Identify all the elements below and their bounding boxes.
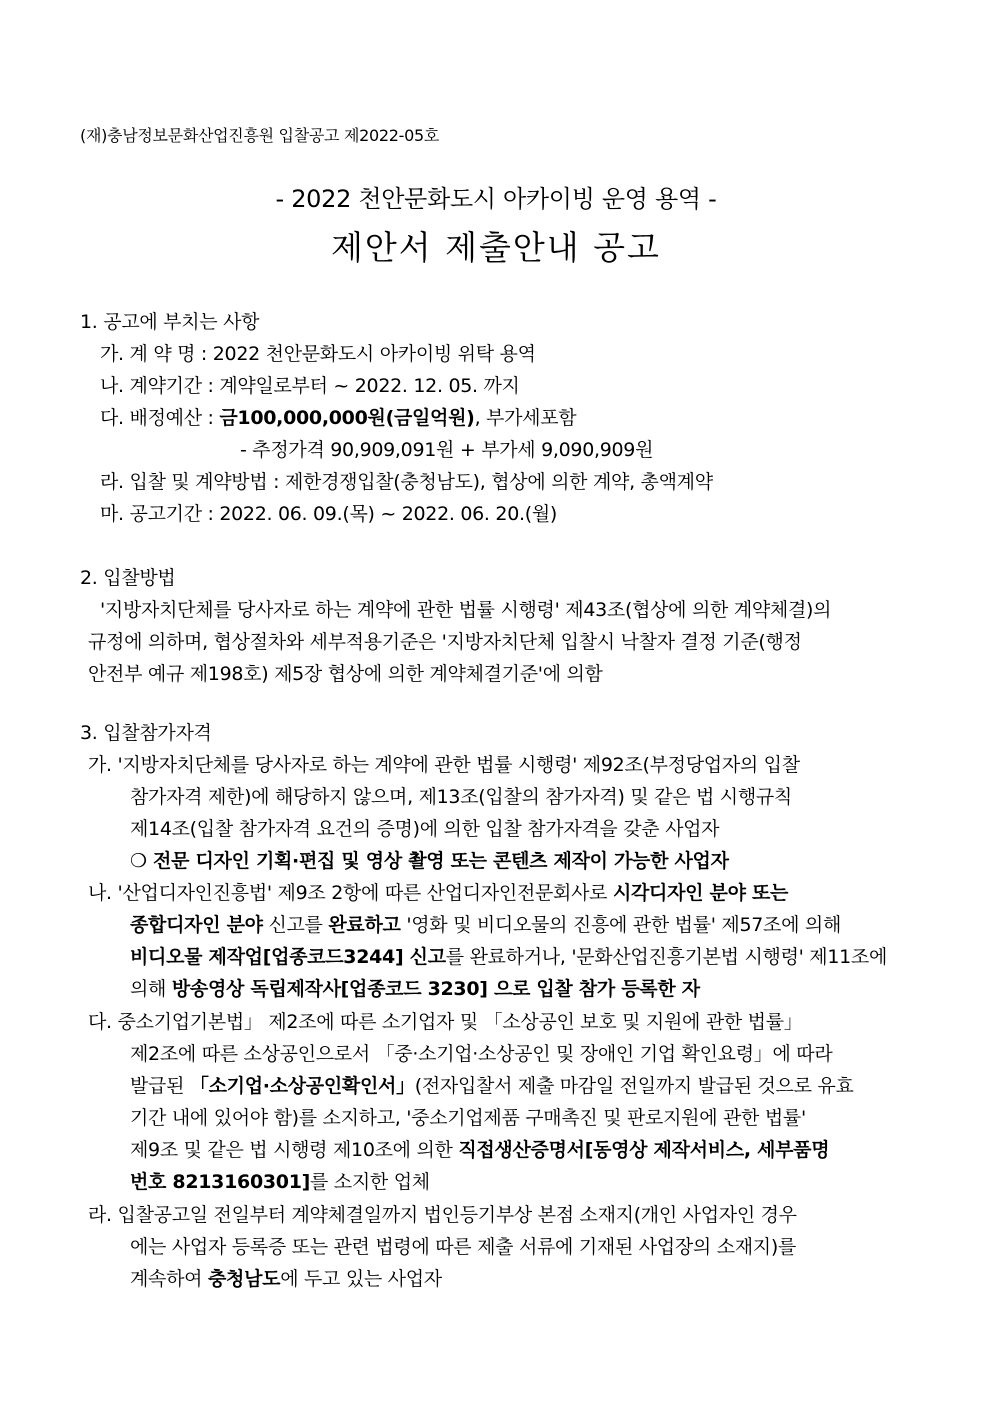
ra-line3-bold: 충청남도 (207, 1268, 281, 1290)
section3-na-line4 (130, 977, 700, 1001)
section1-item-ga: 가. 계 약 명 : 2022 천안문화도시 아카이빙 위탁 용역 (100, 343, 536, 365)
na-line4-text: 의해 (130, 978, 172, 1000)
section3-ra-line3 (130, 1267, 442, 1291)
section3-heading: 3. 입찰참가자격 (80, 722, 212, 744)
section2-line1: '지방자치단체를 당사자로 하는 계약에 관한 법률 시행령' 제43조(협상에 의한 계약체결)의 (100, 599, 832, 621)
da-line6-bold: 번호 8213160301] (130, 1171, 311, 1193)
section3-ga-line3: 제14조(입찰 참가자격 요건의 증명)에 의한 입찰 참가자격을 갖춘 사업자 (130, 818, 720, 840)
section3-na-line3 (130, 945, 887, 969)
document-title: 제안서 제출안내 공고 (331, 228, 661, 267)
na-line2-bold2: 완료하고 (328, 914, 401, 936)
ra-line3-text: 계속하여 (130, 1268, 208, 1290)
section3-ra-line2: 에는 사업자 등록증 또는 관련 법령에 따른 제출 서류에 기재된 사업장의 소재지)를 (130, 1236, 797, 1258)
da-line3-bold: 「소기업·소상공인확인서」 (189, 1075, 415, 1097)
section3-ga-bullet: ❍ 전문 디자인 기획·편집 및 영상 촬영 또는 콘텐츠 제작이 가능한 사업자 (130, 850, 729, 872)
section2-heading: 2. 입찰방법 (80, 567, 176, 589)
budget-tail: , 부가세포함 (474, 407, 577, 429)
da-line6-text: 를 소지한 업체 (310, 1171, 430, 1193)
section3-da-line4: 기간 내에 있어야 함)를 소지하고, '중소기업제품 구매촉진 및 판로지원에 관한 법률' (130, 1107, 806, 1129)
section3-ga-line2: 참가자격 제한)에 해당하지 않으며, 제13조(입찰의 참가자격) 및 같은 법 시행규칙 (130, 786, 792, 808)
document-subtitle: - 2022 천안문화도시 아카이빙 운영 용역 - (275, 185, 717, 213)
section1-item-ra: 라. 입찰 및 계약방법 : 제한경쟁입찰(충청남도), 협상에 의한 계약, 총액계약 (100, 471, 713, 493)
section1-heading: 1. 공고에 부치는 사항 (80, 311, 260, 333)
na-line2-text2: '영화 및 비디오물의 진흥에 관한 법률' 제57조에 의해 (400, 914, 841, 936)
na-line3-text: 를 완료하거나, '문화산업진흥기본법 시행령' 제11조에 (445, 946, 888, 968)
section1-item-da (100, 406, 576, 430)
na-line1-text: 나. '산업디자인진흥법' 제9조 2항에 따른 산업디자인전문회사로 (88, 882, 613, 904)
na-line2-text: 신고를 (262, 914, 329, 936)
ra-line3-text2: 에 두고 있는 사업자 (280, 1268, 442, 1290)
section3-ra-line1: 라. 입찰공고일 전일부터 계약체결일까지 법인등기부상 본점 소재지(개인 사업자인 경우 (88, 1204, 797, 1226)
section1-item-ma: 마. 공고기간 : 2022. 06. 09.(목) ~ 2022. 06. 20.(월) (100, 503, 557, 525)
section2-line2: 규정에 의하며, 협상절차와 세부적용기준은 '지방자치단체 입찰시 낙찰자 결정 기준(행정 (88, 631, 802, 653)
budget-amount: 금100,000,000원(금일억원) (219, 407, 475, 429)
section1-item-na: 나. 계약기간 : 계약일로부터 ~ 2022. 12. 05. 까지 (100, 375, 520, 397)
section3-ga-line1: 가. '지방자치단체를 당사자로 하는 계약에 관한 법률 시행령' 제92조(부정당업자의 입찰 (88, 754, 800, 776)
section3-da-line2: 제2조에 따른 소상공인으로서 「중·소기업·소상공인 및 장애인 기업 확인요령」에 따라 (130, 1043, 833, 1065)
section3-na-line2 (130, 913, 841, 937)
da-line3-text: 발급된 (130, 1075, 190, 1097)
na-line4-bold: 방송영상 독립제작사[업종코드 3230] 으로 입찰 참가 등록한 자 (171, 978, 700, 1000)
budget-detail: - 추정가격 90,909,091원 + 부가세 9,090,909원 (240, 439, 654, 461)
section3-da-line1: 다. 중소기업기본법」 제2조에 따른 소기업자 및 「소상공인 보호 및 지원에 관한 법률」 (88, 1011, 803, 1033)
section3-da-line6 (130, 1170, 430, 1194)
section2-line3: 안전부 예규 제198호) 제5장 협상에 의한 계약체결기준'에 의함 (88, 663, 603, 685)
na-line2-bold: 종합디자인 분야 (130, 914, 263, 936)
section3-da-line3 (130, 1074, 854, 1098)
budget-label: 다. 배정예산 : (100, 407, 220, 429)
notice-number: (재)충남정보문화산업진흥원 입찰공고 제2022-05호 (80, 126, 440, 145)
na-line3-bold: 비디오물 제작업[업종코드3244] 신고 (130, 946, 446, 968)
da-line5-bold: 직접생산증명서[동영상 제작서비스, 세부품명 (458, 1139, 830, 1161)
section3-da-line5 (130, 1138, 829, 1162)
da-line5-text: 제9조 및 같은 법 시행령 제10조에 의한 (130, 1139, 459, 1161)
na-line1-bold: 시각디자인 분야 또는 (612, 882, 789, 904)
da-line3-text2: (전자입찰서 제출 마감일 전일까지 발급된 것으로 유효 (414, 1075, 854, 1097)
section3-na-line1 (88, 881, 788, 905)
